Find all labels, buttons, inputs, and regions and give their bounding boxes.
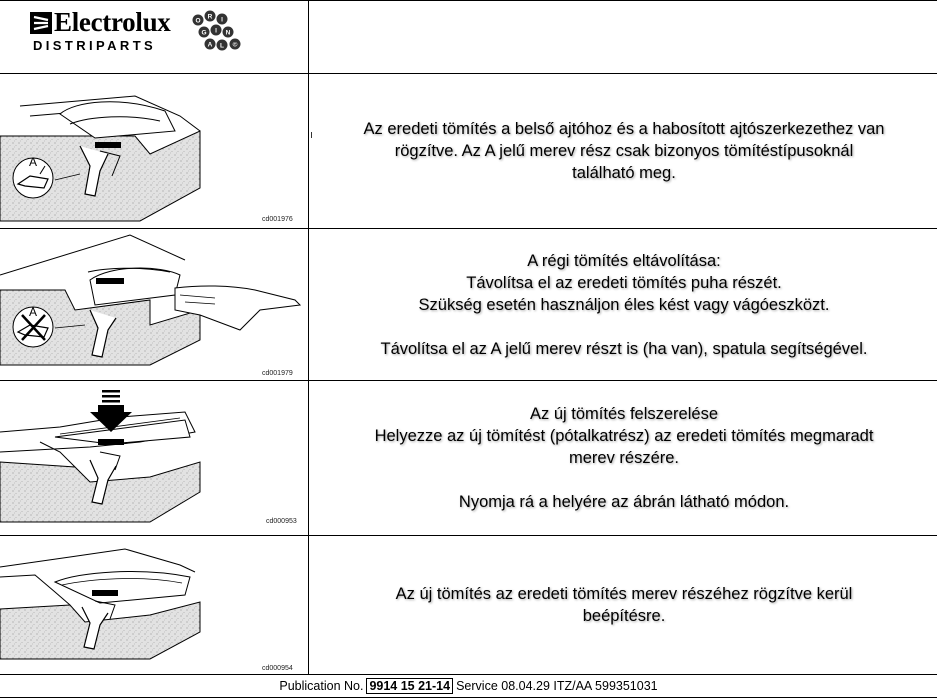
text-line: merev részére. [568, 449, 680, 467]
original-parts-seal-icon [190, 10, 248, 62]
text-line: található meg. [572, 164, 676, 182]
step-1-illustration [0, 76, 307, 226]
brand-logo [30, 6, 260, 66]
gasket-install-drawing [0, 382, 305, 532]
step-2-illustration [0, 230, 307, 380]
text-line: Távolítsa el az A jelű merev részt is (ha van), spatula segítségével. [380, 339, 868, 358]
svg-text:I: I [221, 16, 223, 24]
text-line: Nyomja rá a helyére az ábrán látható módon. [458, 493, 790, 511]
label-a: A [29, 155, 38, 169]
svg-text:O: O [195, 17, 201, 25]
gasket-installed-drawing [0, 537, 305, 673]
publication-label: Publication No. [279, 679, 364, 693]
label-a: A [29, 305, 38, 319]
text-line: beépítésre. [582, 607, 666, 625]
text-line: rögzítve. Az A jelű merev rész csak bizonyos tömítéstípusoknál [394, 142, 854, 160]
publication-number: 9914 15 21-14 [366, 678, 453, 694]
step-4-illustration [0, 537, 307, 673]
step-4-text [312, 536, 936, 674]
column-divider [308, 0, 309, 674]
svg-text:L: L [220, 42, 224, 50]
image-code: cd001976 [262, 216, 293, 223]
text-line: Az új tömítés az eredeti tömítés merev részéhez rögzítve kerül [395, 585, 853, 603]
brand-subtitle: DISTRIPARTS [33, 38, 157, 53]
brand-wordmark: Electrolux [54, 7, 171, 37]
text-line: A régi tömítés eltávolítása: [527, 251, 721, 270]
image-code: cd000954 [262, 665, 293, 672]
gasket-fitted-drawing [0, 76, 305, 226]
table-border-top [0, 0, 937, 1]
gasket-removal-drawing [0, 230, 305, 380]
text-line: Az új tömítés felszerelése [530, 405, 718, 423]
electrolux-logo-icon [30, 12, 52, 34]
svg-text:R: R [207, 13, 213, 21]
svg-text:I: I [215, 27, 217, 35]
text-line: Távolítsa el az eredeti tömítés puha részét. [466, 273, 782, 292]
publication-footer [0, 675, 937, 697]
text-line: Szükség esetén használjon éles kést vagy vágóeszközt. [418, 295, 830, 314]
svg-text:©: © [232, 41, 238, 49]
step-2-text [312, 229, 936, 380]
step-1-text [312, 74, 936, 228]
svg-text:A: A [207, 41, 213, 49]
text-line: Helyezze az új tömítést (pótalkatrész) az eredeti tömítés megmaradt [374, 427, 874, 445]
text-line: Az eredeti tömítés a belső ajtóhoz és a habosított ajtószerkezethez van [363, 120, 885, 138]
image-code: cd001979 [262, 370, 293, 377]
image-code: cd000953 [266, 518, 297, 525]
step-3-illustration [0, 382, 307, 534]
svg-text:G: G [201, 29, 207, 37]
step-3-text [312, 381, 936, 535]
svg-text:N: N [225, 29, 231, 37]
service-info: Service 08.04.29 ITZ/AA 599351031 [456, 679, 658, 693]
